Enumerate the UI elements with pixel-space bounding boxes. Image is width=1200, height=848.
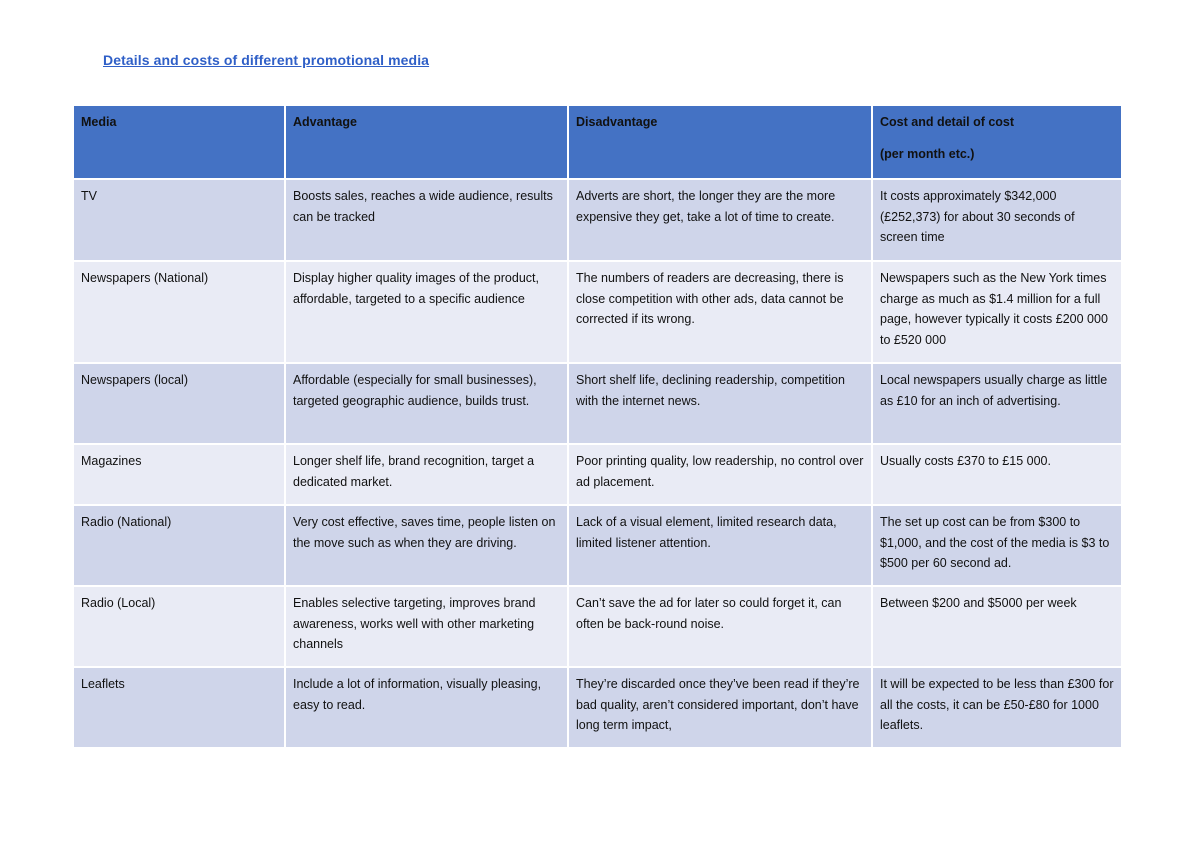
table-header-row bbox=[73, 105, 1122, 179]
cell-media: TV bbox=[73, 179, 285, 261]
cell-media: Newspapers (National) bbox=[73, 261, 285, 363]
cell-media: Radio (Local) bbox=[73, 586, 285, 667]
cell-cost: The set up cost can be from $300 to $1,000, and the cost of the media is $3 to $500 per 60 second ad. bbox=[872, 505, 1122, 586]
cell-disadvantage: Can’t save the ad for later so could forget it, can often be back-round noise. bbox=[568, 586, 872, 667]
table-row bbox=[73, 179, 1122, 261]
promotional-media-table bbox=[72, 104, 1123, 749]
table-row bbox=[73, 444, 1122, 505]
cell-cost: Local newspapers usually charge as little as £10 for an inch of advertising. bbox=[872, 363, 1122, 444]
cell-advantage: Display higher quality images of the product, affordable, targeted to a specific audience bbox=[285, 261, 568, 363]
header-cost-label: Cost and detail of cost bbox=[880, 115, 1015, 129]
cell-disadvantage: The numbers of readers are decreasing, there is close competition with other ads, data cannot be corrected if its wrong. bbox=[568, 261, 872, 363]
cell-media: Newspapers (local) bbox=[73, 363, 285, 444]
table-row bbox=[73, 586, 1122, 667]
cell-cost: Between $200 and $5000 per week bbox=[872, 586, 1122, 667]
table-row bbox=[73, 505, 1122, 586]
cell-advantage: Longer shelf life, brand recognition, target a dedicated market. bbox=[285, 444, 568, 505]
cell-cost: It costs approximately $342,000 (£252,373) for about 30 seconds of screen time bbox=[872, 179, 1122, 261]
cell-media: Leaflets bbox=[73, 667, 285, 748]
cell-advantage: Boosts sales, reaches a wide audience, results can be tracked bbox=[285, 179, 568, 261]
cell-disadvantage: Short shelf life, declining readership, competition with the internet news. bbox=[568, 363, 872, 444]
header-disadvantage: Disadvantage bbox=[568, 105, 872, 179]
document-title: Details and costs of different promotional media bbox=[103, 52, 430, 68]
cell-disadvantage: Poor printing quality, low readership, no control over ad placement. bbox=[568, 444, 872, 505]
table-row bbox=[73, 363, 1122, 444]
cell-advantage: Very cost effective, saves time, people listen on the move such as when they are driving. bbox=[285, 505, 568, 586]
cell-disadvantage: Adverts are short, the longer they are the more expensive they get, take a lot of time to create. bbox=[568, 179, 872, 261]
cell-advantage: Include a lot of information, visually pleasing, easy to read. bbox=[285, 667, 568, 748]
table-row bbox=[73, 667, 1122, 748]
cell-disadvantage: Lack of a visual element, limited research data, limited listener attention. bbox=[568, 505, 872, 586]
cell-disadvantage: They’re discarded once they’ve been read if they’re bad quality, aren’t considered important, don’t have long term impact, bbox=[568, 667, 872, 748]
cell-cost: Usually costs £370 to £15 000. bbox=[872, 444, 1122, 505]
cell-advantage: Enables selective targeting, improves brand awareness, works well with other marketing channels bbox=[285, 586, 568, 667]
cell-media: Magazines bbox=[73, 444, 285, 505]
table-row bbox=[73, 261, 1122, 363]
cell-cost: Newspapers such as the New York times charge as much as $1.4 million for a full page, however typically it costs £200 000 to £520 000 bbox=[872, 261, 1122, 363]
cell-advantage: Affordable (especially for small businesses), targeted geographic audience, builds trust. bbox=[285, 363, 568, 444]
cell-media: Radio (National) bbox=[73, 505, 285, 586]
header-cost bbox=[872, 105, 1122, 179]
header-media: Media bbox=[73, 105, 285, 179]
header-cost-sublabel: (per month etc.) bbox=[880, 146, 975, 161]
header-advantage: Advantage bbox=[285, 105, 568, 179]
cell-cost: It will be expected to be less than £300 for all the costs, it can be £50-£80 for 1000 leaflets. bbox=[872, 667, 1122, 748]
